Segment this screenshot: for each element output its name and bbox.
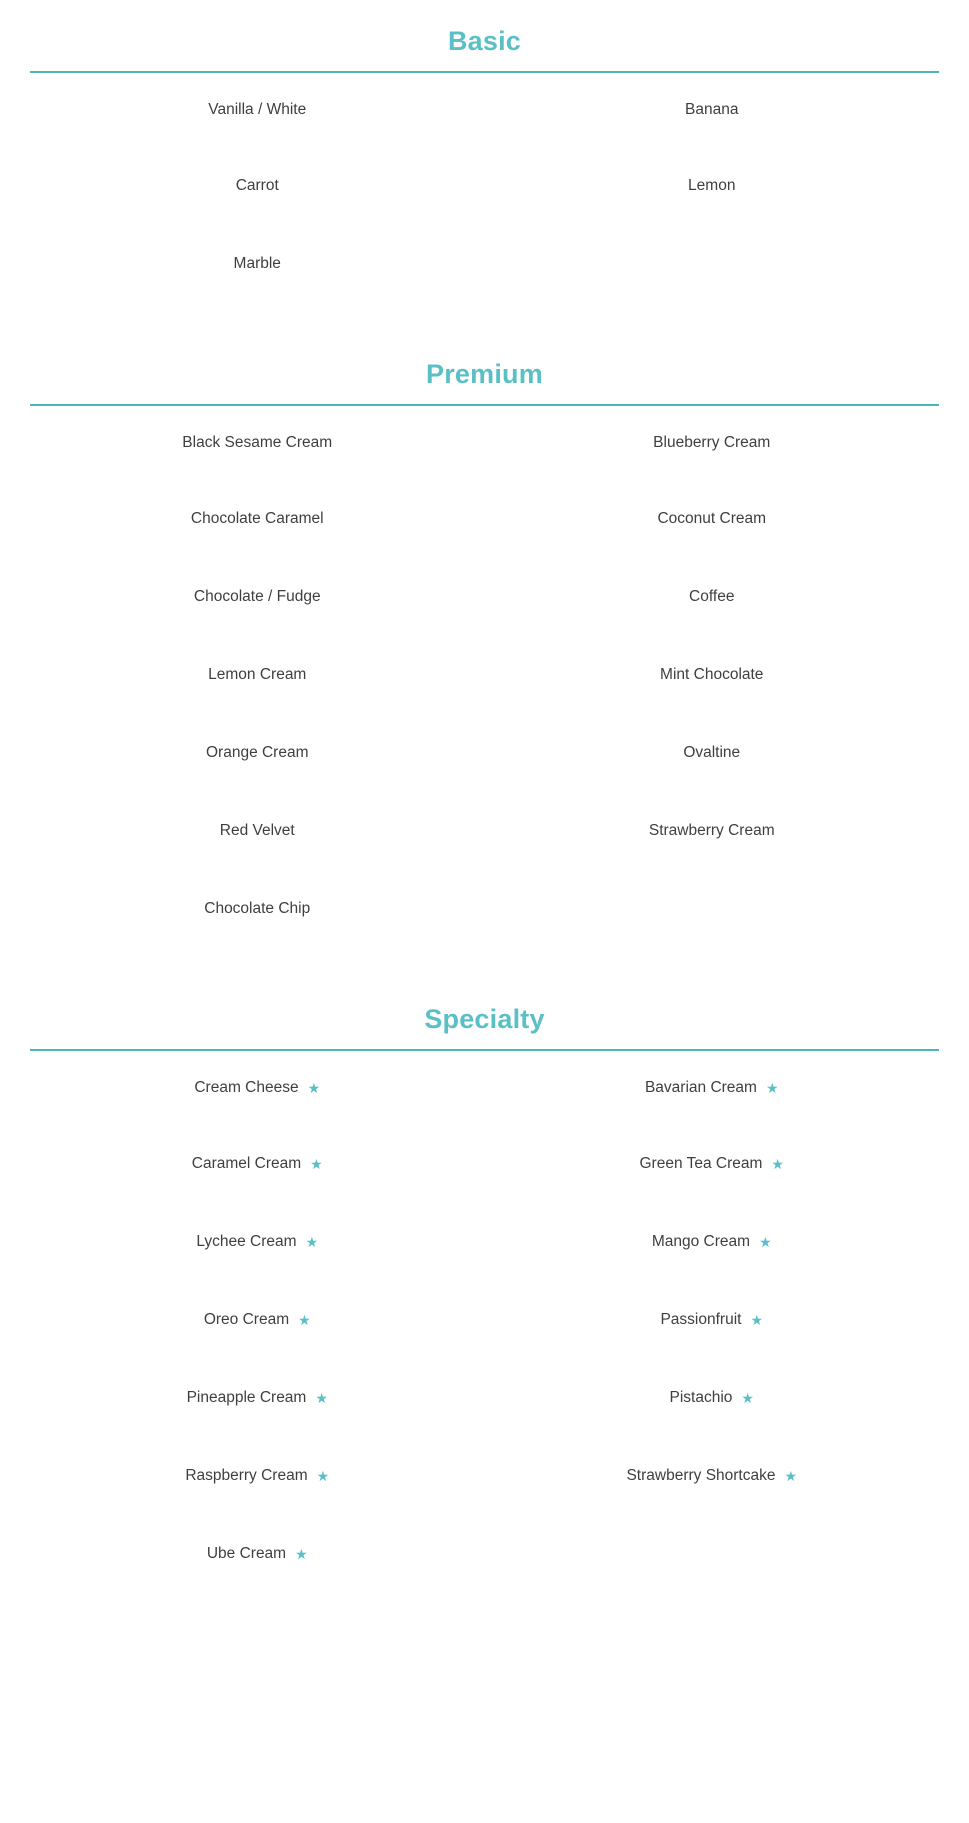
flavor-item[interactable] [30, 406, 485, 480]
star-icon: ★ [298, 1312, 311, 1328]
flavor-item[interactable] [30, 792, 485, 870]
flavor-item[interactable] [30, 480, 485, 558]
flavor-item[interactable] [485, 1281, 940, 1359]
flavor-label: Ovaltine [683, 744, 741, 761]
section-title: Basic [447, 26, 522, 56]
flavor-row [30, 73, 939, 147]
flavor-label: Caramel Cream [191, 1155, 302, 1172]
flavor-row [30, 1281, 939, 1359]
flavor-item[interactable] [30, 558, 485, 636]
flavor-item[interactable] [30, 1515, 485, 1593]
flavor-section [30, 333, 939, 948]
flavor-item[interactable] [30, 147, 485, 225]
flavor-item[interactable] [485, 1051, 940, 1125]
flavor-item[interactable] [485, 792, 940, 870]
flavor-label: Vanilla / White [208, 101, 307, 118]
flavor-item[interactable] [30, 1203, 485, 1281]
flavor-row [30, 870, 939, 948]
flavor-label: Passionfruit [660, 1311, 742, 1328]
flavor-label: Bavarian Cream [644, 1079, 757, 1096]
flavor-label: Orange Cream [205, 744, 309, 761]
flavor-label: Ube Cream [206, 1545, 287, 1562]
section-spacer [30, 303, 939, 333]
flavor-item[interactable] [30, 1359, 485, 1437]
flavor-row [30, 792, 939, 870]
flavor-label: Raspberry Cream [185, 1467, 308, 1484]
flavor-row [30, 1437, 939, 1515]
star-icon: ★ [310, 1156, 323, 1172]
flavor-row [30, 714, 939, 792]
flavor-item[interactable] [485, 1125, 940, 1203]
flavor-row [30, 225, 939, 303]
section-title: Specialty [424, 1004, 545, 1034]
section-title: Premium [426, 359, 543, 389]
flavor-item[interactable] [485, 558, 940, 636]
flavor-item[interactable] [30, 636, 485, 714]
flavor-row [30, 558, 939, 636]
flavor-label: Strawberry Shortcake [626, 1467, 776, 1484]
flavor-row [30, 1359, 939, 1437]
flavor-item[interactable] [30, 1051, 485, 1125]
flavor-label: Mint Chocolate [660, 666, 764, 683]
flavor-row [30, 1515, 939, 1593]
flavor-item-empty [485, 225, 940, 303]
star-icon: ★ [295, 1546, 308, 1562]
flavor-row [30, 147, 939, 225]
flavor-item[interactable] [30, 714, 485, 792]
flavor-label: Strawberry Cream [648, 822, 775, 839]
flavor-item[interactable] [485, 636, 940, 714]
flavor-label: Mango Cream [651, 1233, 751, 1250]
star-icon: ★ [784, 1468, 798, 1484]
flavor-item[interactable] [485, 714, 940, 792]
flavor-label: Coconut Cream [657, 510, 767, 527]
flavor-label: Banana [685, 101, 739, 118]
flavor-grid [30, 1051, 939, 1593]
flavor-label: Cream Cheese [194, 1079, 299, 1096]
flavor-label: Marble [233, 255, 281, 272]
flavor-item[interactable] [485, 1359, 940, 1437]
flavor-label: Chocolate Caramel [190, 510, 324, 527]
flavor-label: Chocolate Chip [204, 900, 311, 917]
flavor-item-empty [485, 870, 940, 948]
star-icon: ★ [750, 1312, 764, 1328]
flavor-row [30, 1051, 939, 1125]
flavor-row [30, 1125, 939, 1203]
flavor-grid [30, 73, 939, 303]
flavor-item[interactable] [30, 1125, 485, 1203]
flavor-item[interactable] [485, 1203, 940, 1281]
flavor-row [30, 636, 939, 714]
star-icon: ★ [771, 1156, 784, 1172]
star-icon: ★ [765, 1080, 779, 1096]
section-spacer [30, 948, 939, 978]
flavor-label: Red Velvet [219, 822, 295, 839]
flavor-grid [30, 406, 939, 948]
flavor-item[interactable] [30, 1281, 485, 1359]
flavor-item[interactable] [30, 870, 485, 948]
star-icon: ★ [759, 1234, 772, 1250]
star-icon: ★ [315, 1390, 328, 1406]
flavor-label: Lemon Cream [208, 666, 307, 683]
flavor-label: Carrot [235, 177, 279, 194]
flavor-item[interactable] [485, 73, 940, 147]
flavor-label: Pistachio [669, 1389, 733, 1406]
flavor-item[interactable] [485, 1437, 940, 1515]
flavor-item-empty [485, 1515, 940, 1593]
flavor-label: Black Sesame Cream [182, 434, 333, 451]
flavor-label: Pineapple Cream [186, 1389, 307, 1406]
star-icon: ★ [307, 1080, 321, 1096]
star-icon: ★ [316, 1468, 330, 1484]
flavor-item[interactable] [30, 225, 485, 303]
flavor-label: Coffee [689, 588, 735, 605]
flavor-item[interactable] [30, 73, 485, 147]
flavor-row [30, 480, 939, 558]
flavor-row [30, 1203, 939, 1281]
flavor-label: Blueberry Cream [653, 434, 771, 451]
flavor-item[interactable] [485, 147, 940, 225]
flavor-item[interactable] [485, 480, 940, 558]
star-icon: ★ [305, 1234, 319, 1250]
flavor-label: Lemon [688, 177, 736, 194]
flavor-label: Chocolate / Fudge [193, 588, 321, 605]
star-icon: ★ [741, 1390, 754, 1406]
flavor-section [30, 0, 939, 303]
flavor-row [30, 406, 939, 480]
flavor-label: Green Tea Cream [639, 1155, 763, 1172]
flavor-item[interactable] [30, 1437, 485, 1515]
flavor-item[interactable] [485, 406, 940, 480]
flavor-label: Lychee Cream [196, 1233, 297, 1250]
flavor-section [30, 978, 939, 1593]
flavor-label: Oreo Cream [203, 1311, 290, 1328]
